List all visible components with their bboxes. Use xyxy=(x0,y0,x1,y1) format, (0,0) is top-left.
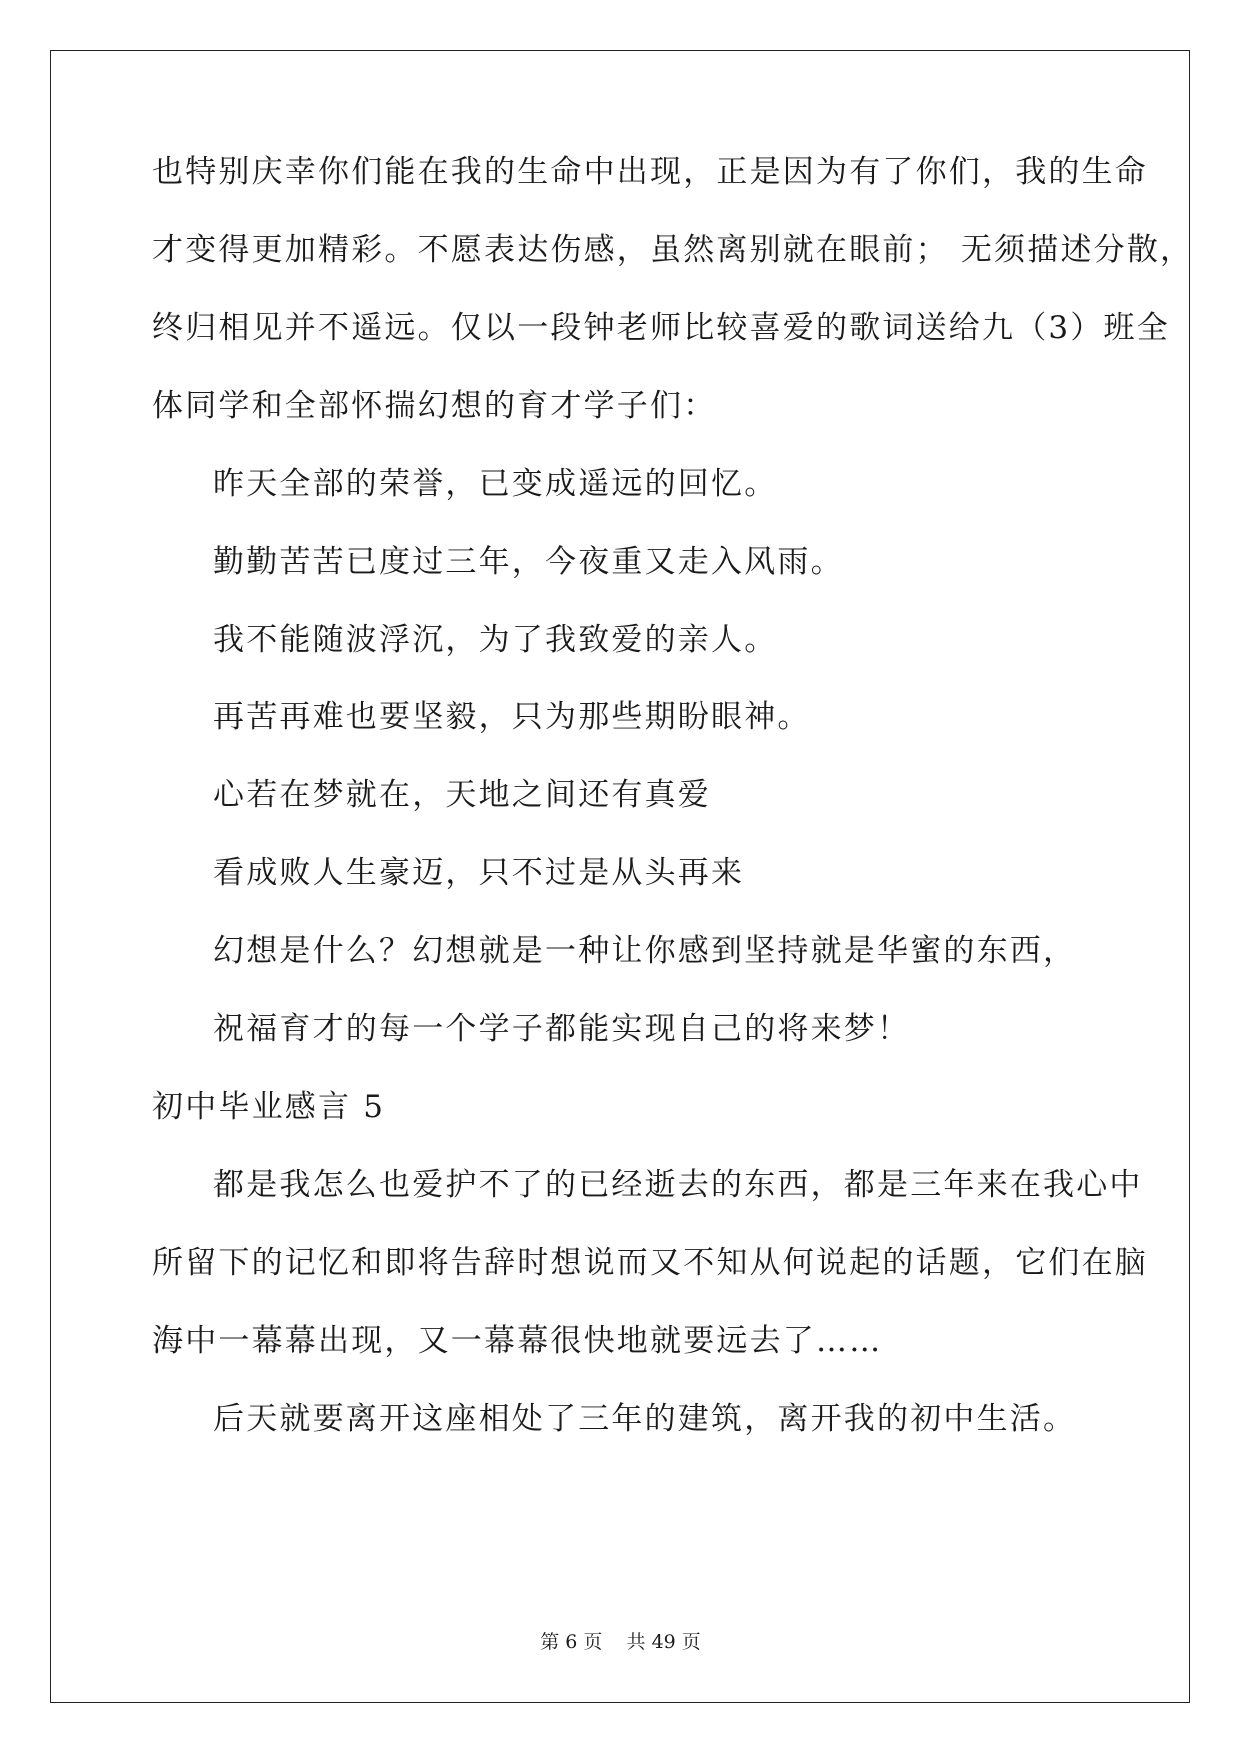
section-heading: 初中毕业感言 5 xyxy=(152,1089,386,1125)
paragraph-line: 体同学和全部怀揣幻想的育才学子们： xyxy=(152,388,717,424)
lyric-line: 祝福育才的每一个学子都能实现自己的将来梦！ xyxy=(213,1011,911,1047)
lyric-line: 再苦再难也要坚毅，只为那些期盼眼神。 xyxy=(213,699,811,735)
paragraph-line: 海中一幕幕出现，又一幕幕很快地就要远去了…… xyxy=(152,1323,883,1359)
paragraph-line: 后天就要离开这座相处了三年的建筑，离开我的初中生活。 xyxy=(213,1401,1077,1437)
paragraph-line: 也特别庆幸你们能在我的生命中出现，正是因为有了你们，我的生命 xyxy=(152,154,1148,190)
lyric-line: 幻想是什么？幻想就是一种让你感到坚持就是华蜜的东西， xyxy=(213,933,1077,969)
lyric-line: 看成败人生豪迈，只不过是从头再来 xyxy=(213,855,745,891)
paragraph-line: 终归相见并不遥远。仅以一段钟老师比较喜爱的歌词送给九（3）班全 xyxy=(152,310,1170,346)
paragraph-line: 才变得更加精彩。不愿表达伤感，虽然离别就在眼前； 无须描述分散， xyxy=(152,232,1194,268)
paragraph-line: 所留下的记忆和即将告辞时想说而又不知从何说起的话题，它们在脑 xyxy=(152,1245,1148,1281)
page-number: 第 6 页 共 49 页 xyxy=(540,1631,701,1653)
lyric-line: 勤勤苦苦已度过三年，今夜重又走入风雨。 xyxy=(213,544,844,580)
lyric-line: 心若在梦就在，天地之间还有真爱 xyxy=(213,777,711,813)
lyric-line: 昨天全部的荣誉，已变成遥远的回忆。 xyxy=(213,466,778,502)
lyric-line: 我不能随波浮沉，为了我致爱的亲人。 xyxy=(213,622,778,658)
paragraph-line: 都是我怎么也爱护不了的已经逝去的东西，都是三年来在我心中 xyxy=(213,1167,1143,1203)
